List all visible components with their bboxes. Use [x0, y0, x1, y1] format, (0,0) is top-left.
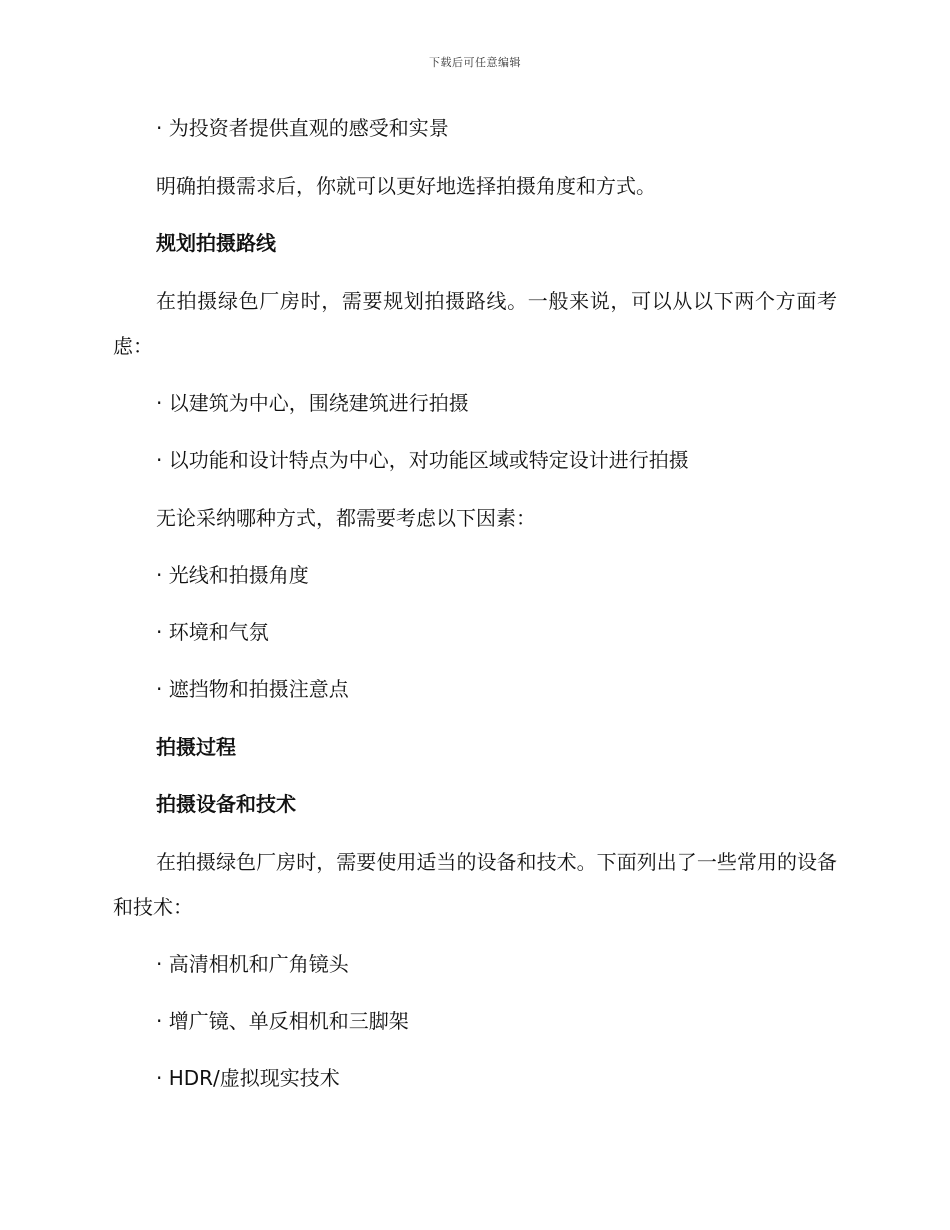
bullet-item: · 增广镜、单反相机和三脚架 [156, 1009, 409, 1033]
page-header-note: 下载后可任意编辑 [429, 56, 521, 69]
bullet-item: · 以建筑为中心，围绕建筑进行拍摄 [156, 391, 469, 415]
section-heading: 拍摄设备和技术 [156, 792, 296, 816]
bullet-item: · 遮挡物和拍摄注意点 [156, 677, 349, 701]
bullet-item: · 以功能和设计特点为中心，对功能区域或特定设计进行拍摄 [156, 448, 689, 472]
body-paragraph: 在拍摄绿色厂房时，需要使用适当的设备和技术。下面列出了一些常用的设备和技术： [113, 850, 837, 919]
body-text: 明确拍摄需求后，你就可以更好地选择拍摄角度和方式。 [156, 174, 656, 198]
section-heading: 拍摄过程 [156, 735, 236, 759]
bullet-item: · HDR/虚拟现实技术 [156, 1066, 340, 1090]
body-text: 无论采纳哪种方式，都需要考虑以下因素： [156, 506, 536, 530]
section-heading: 规划拍摄路线 [156, 231, 276, 255]
bullet-item: · 光线和拍摄角度 [156, 563, 309, 587]
bullet-item: · 高清相机和广角镜头 [156, 952, 349, 976]
bullet-item: · 环境和气氛 [156, 620, 269, 644]
body-paragraph: 在拍摄绿色厂房时，需要规划拍摄路线。一般来说，可以从以下两个方面考虑： [113, 289, 837, 358]
bullet-item: · 为投资者提供直观的感受和实景 [156, 116, 449, 140]
